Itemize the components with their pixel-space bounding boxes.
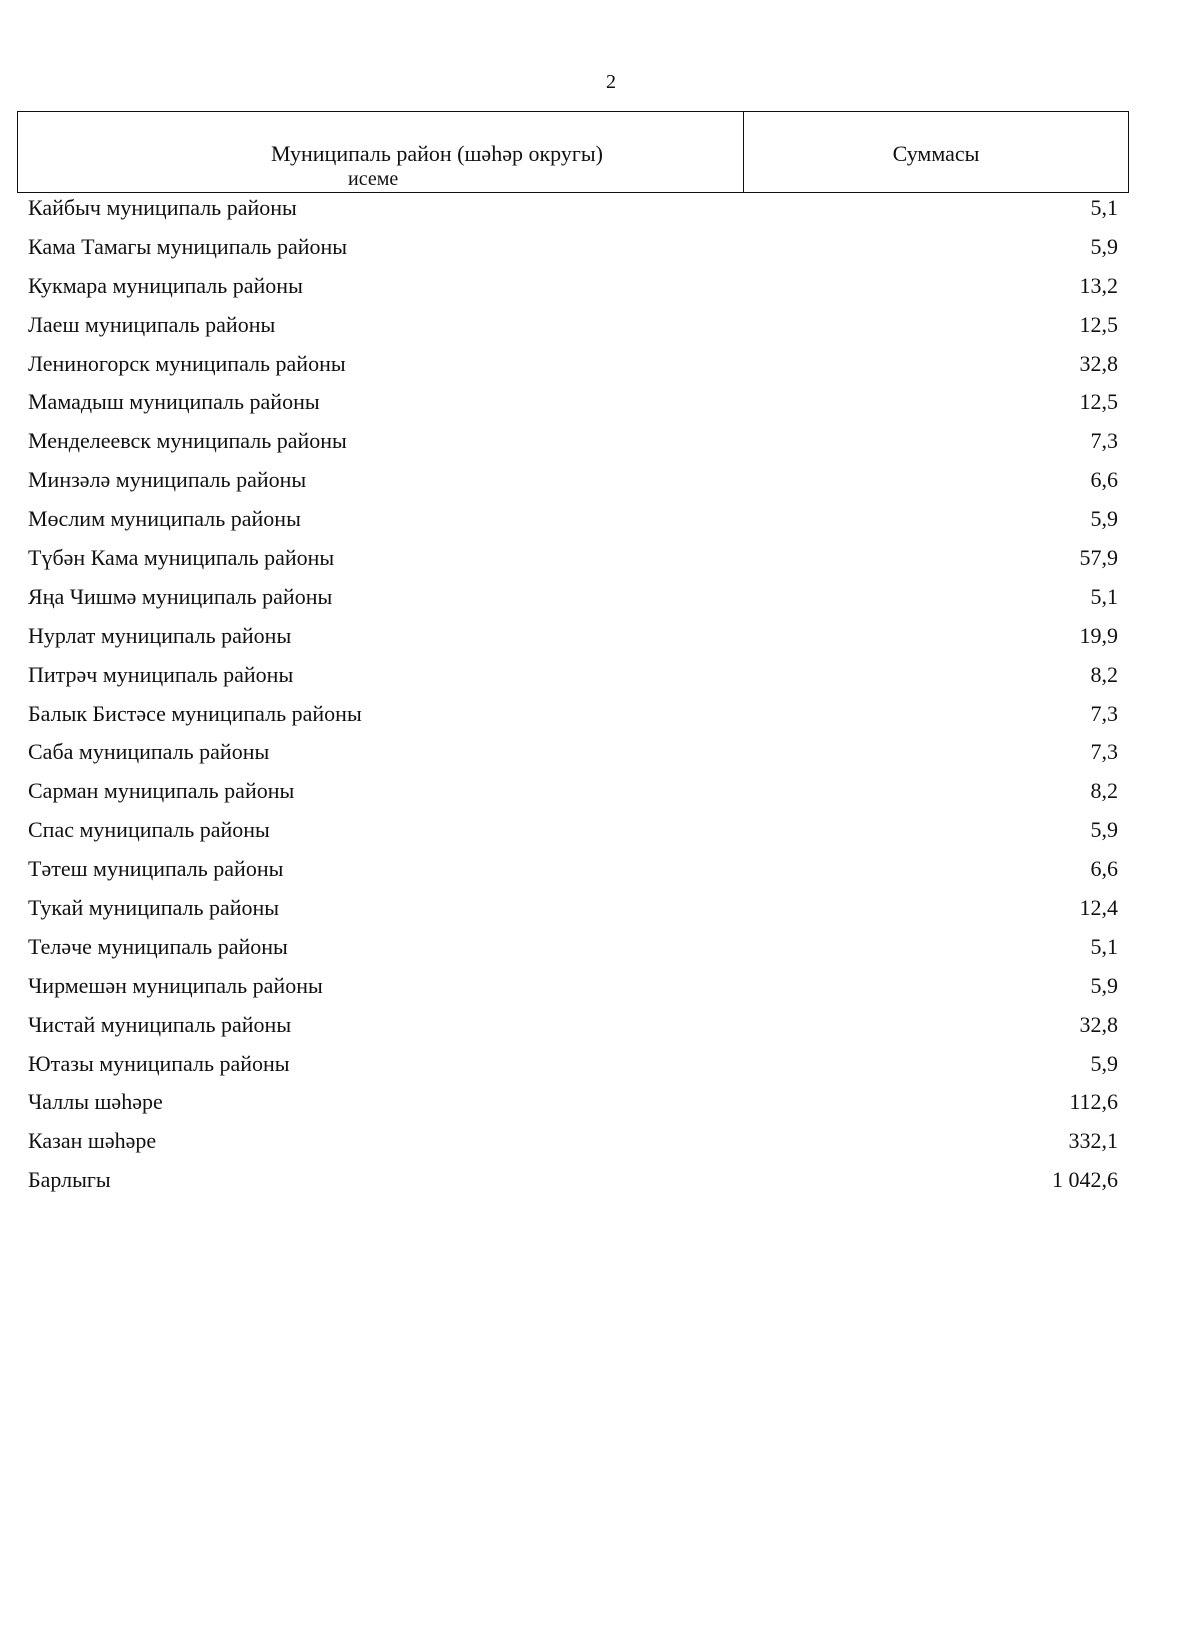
row-name: Кукмара муниципаль районы bbox=[28, 272, 303, 298]
table-row bbox=[28, 429, 1118, 468]
table-row bbox=[28, 585, 1118, 624]
row-value: 5,1 bbox=[1090, 933, 1118, 959]
table-row bbox=[28, 935, 1118, 974]
row-name: Мамадыш муниципаль районы bbox=[28, 389, 320, 415]
row-value: 32,8 bbox=[1079, 350, 1118, 376]
row-value: 8,2 bbox=[1090, 778, 1118, 804]
row-name: Тәтеш муниципаль районы bbox=[28, 856, 284, 882]
table-header bbox=[17, 111, 1129, 193]
row-value: 5,9 bbox=[1090, 972, 1118, 998]
table-row bbox=[28, 896, 1118, 935]
row-name: Нурлат муниципаль районы bbox=[28, 622, 292, 648]
table-row bbox=[28, 779, 1118, 818]
row-name: Кама Тамагы муниципаль районы bbox=[28, 233, 348, 259]
table-row bbox=[28, 624, 1118, 663]
total-row bbox=[28, 1168, 1118, 1207]
row-name: Лаеш муниципаль районы bbox=[28, 311, 276, 337]
row-value: 12,4 bbox=[1079, 895, 1118, 921]
row-value: 12,5 bbox=[1079, 389, 1118, 415]
row-value: 7,3 bbox=[1090, 739, 1118, 765]
row-value: 13,2 bbox=[1079, 272, 1118, 298]
row-name: Питрәч муниципаль районы bbox=[28, 661, 294, 687]
row-value: 12,5 bbox=[1079, 311, 1118, 337]
table-row bbox=[28, 1013, 1118, 1052]
table-row bbox=[28, 390, 1118, 429]
row-name: Чаллы шәһәре bbox=[28, 1089, 163, 1115]
table-row bbox=[28, 352, 1118, 391]
table-row bbox=[28, 235, 1118, 274]
row-value: 32,8 bbox=[1079, 1011, 1118, 1037]
table-row bbox=[28, 546, 1118, 585]
row-name: Казан шәһәре bbox=[28, 1128, 157, 1154]
row-value: 5,1 bbox=[1090, 583, 1118, 609]
row-name: Тукай муниципаль районы bbox=[28, 895, 280, 921]
table-row bbox=[28, 468, 1118, 507]
row-name: Саба муниципаль районы bbox=[28, 739, 270, 765]
table-body bbox=[28, 196, 1118, 1207]
header-sum-column bbox=[744, 112, 1128, 192]
row-value: 5,9 bbox=[1090, 506, 1118, 532]
row-value: 5,9 bbox=[1090, 233, 1118, 259]
header-name-label-line2: исеме bbox=[348, 168, 399, 190]
row-name: Спас муниципаль районы bbox=[28, 817, 270, 843]
row-name: Яңа Чишмә муниципаль районы bbox=[28, 583, 333, 609]
table-row bbox=[28, 1052, 1118, 1091]
row-value: 6,6 bbox=[1090, 856, 1118, 882]
row-name: Теләче муниципаль районы bbox=[28, 933, 288, 959]
row-name: Чирмешән муниципаль районы bbox=[28, 972, 323, 998]
row-name: Мөслим муниципаль районы bbox=[28, 506, 301, 532]
table-row bbox=[28, 313, 1118, 352]
row-value: 19,9 bbox=[1079, 622, 1118, 648]
row-name: Минзәлә муниципаль районы bbox=[28, 467, 307, 493]
row-name: Ютазы муниципаль районы bbox=[28, 1050, 290, 1076]
row-name: Сарман муниципаль районы bbox=[28, 778, 295, 804]
row-value: 57,9 bbox=[1079, 545, 1118, 571]
row-name: Түбән Кама муниципаль районы bbox=[28, 545, 335, 571]
row-name: Лениногорск муниципаль районы bbox=[28, 350, 346, 376]
row-value: 7,3 bbox=[1090, 428, 1118, 454]
table-row bbox=[28, 857, 1118, 896]
row-name: Барлыгы bbox=[28, 1167, 111, 1193]
table-row bbox=[28, 196, 1118, 235]
row-value: 5,1 bbox=[1090, 195, 1118, 220]
row-value: 6,6 bbox=[1090, 467, 1118, 493]
page-number: 2 bbox=[606, 71, 616, 93]
table-row bbox=[28, 818, 1118, 857]
row-name: Менделеевск муниципаль районы bbox=[28, 428, 347, 454]
row-value: 5,9 bbox=[1090, 1050, 1118, 1076]
table-row bbox=[28, 507, 1118, 546]
table-row bbox=[28, 702, 1118, 741]
table-row bbox=[28, 1090, 1118, 1129]
row-name: Балык Бистәсе муниципаль районы bbox=[28, 700, 362, 726]
table-row bbox=[28, 663, 1118, 702]
table-row bbox=[28, 274, 1118, 313]
header-name-column bbox=[18, 112, 744, 192]
header-name-label-line1: Муниципаль район (шәһәр округы) bbox=[271, 141, 603, 166]
table-row bbox=[28, 974, 1118, 1013]
row-value: 5,9 bbox=[1090, 817, 1118, 843]
row-name: Кайбыч муниципаль районы bbox=[28, 195, 297, 220]
row-value: 112,6 bbox=[1069, 1089, 1118, 1115]
row-value: 8,2 bbox=[1090, 661, 1118, 687]
row-value: 7,3 bbox=[1090, 700, 1118, 726]
table-row bbox=[28, 740, 1118, 779]
table-row bbox=[28, 1129, 1118, 1168]
row-name: Чистай муниципаль районы bbox=[28, 1011, 292, 1037]
header-sum-label: Суммасы bbox=[892, 141, 980, 166]
row-value: 332,1 bbox=[1068, 1128, 1118, 1154]
row-value: 1 042,6 bbox=[1052, 1167, 1118, 1193]
